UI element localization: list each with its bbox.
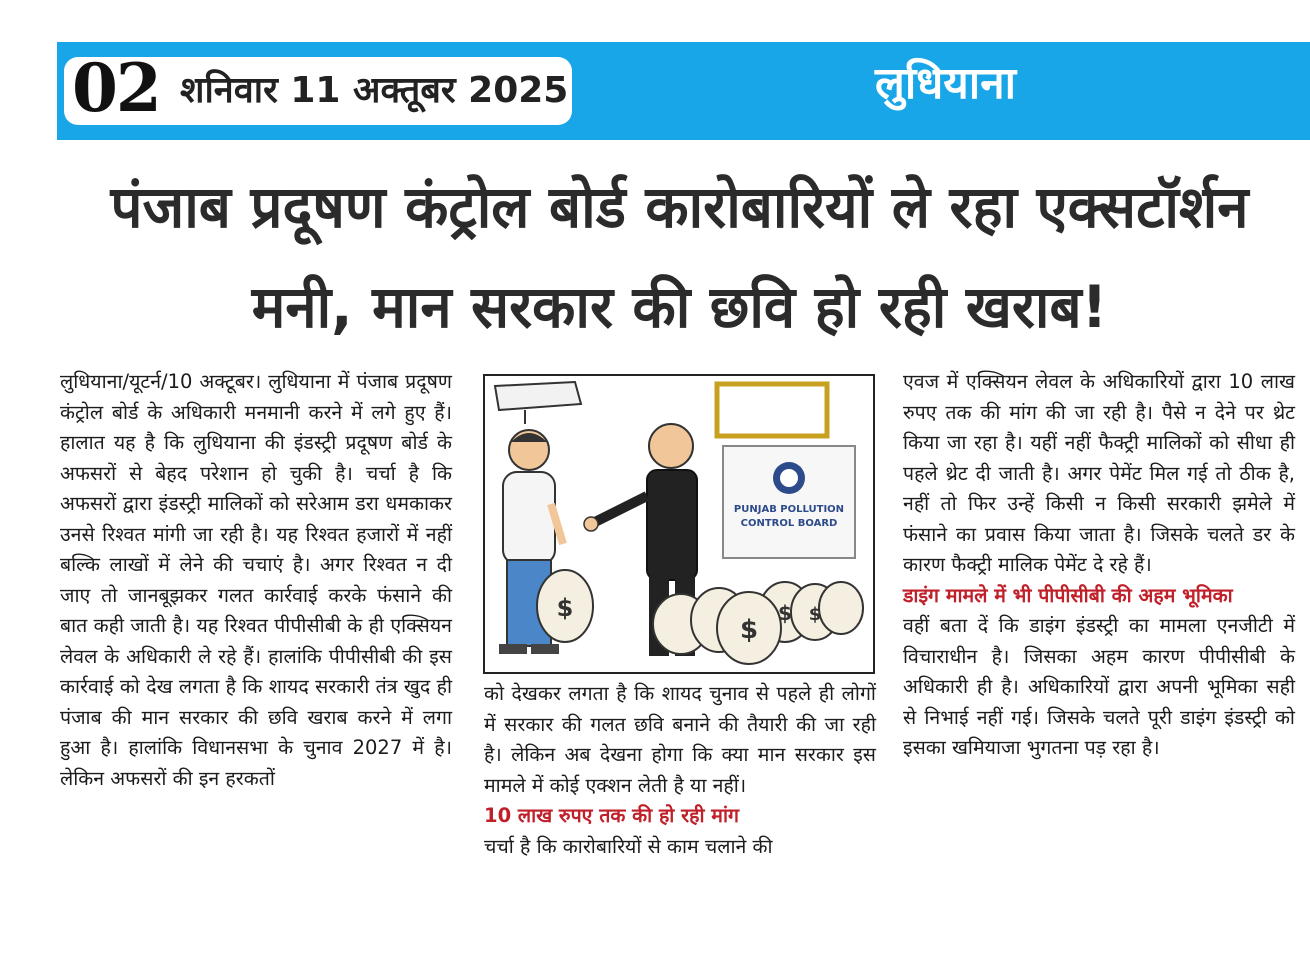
headline-line-1: पंजाब प्रदूषण कंट्रोल बोर्ड कारोबारियों ले रहा एक्सटॉर्शन [110,173,1249,241]
money-bag-pile [653,582,863,664]
svg-text:$: $ [808,604,822,625]
cartoon-illustration [483,374,875,674]
page-number: 02 [72,49,160,127]
svg-text:$: $ [739,615,759,645]
board-text-line-1: PUNJAB POLLUTION [733,504,845,515]
money-bag-held [537,570,593,642]
headline-line-2: मनी, मान सरकार की छवि हो रही खराब! [251,273,1108,341]
issue-date: शनिवार 11 अक्तूबर 2025 [180,70,569,111]
article-column-right [903,367,1295,764]
subhead-10-lakh: 10 लाख रुपए तक की हो रही मांग [484,804,739,827]
article-text-mid: को देखकर लगता है कि शायद चुनाव से पहले ही लोगों में सरकार की गलत छवि बनाने की तैयारी की जा रही है। लेकिन अब देखना होगा कि क्या मान सरकार इस मामले में कोई एक्शन लेती है या नहीं। [484,682,876,797]
section-city: लुधियाना [875,58,1017,109]
article-column-middle [484,679,876,862]
svg-text:$: $ [556,594,574,622]
subhead-dyeing-case: डाइंग मामले में भी पीपीसीबी की अहम भूमिका [903,583,1233,607]
svg-text:$: $ [778,601,792,625]
article-text-mid-2: चर्चा है कि कारोबारियों से काम चलाने की [484,834,773,858]
article-column-left: लुधियाना/यूटर्न/10 अक्टूबर। लुधियाना में पंजाब प्रदूषण कंट्रोल बोर्ड के अधिकारी मनमानी करने में लगे हुए हैं। हालात यह है कि लुधियाना की इंडस्ट्री प्रदूषण बोर्ड के अफसरों से बेहद परेशान हो चुकी है। चर्चा है कि अफसरों द्वारा इंडस्ट्री मालिकों को सरेआम डरा धमकाकर उनसे रिश्वत मांगी जा रही है। यह रिश्वत हजारों में नहीं बल्कि लाखों में लेने की चचाएं है। अगर रिश्वत न दी जाए तो जानबूझकर गलत कार्रवाई करके फंसाने की बात कही जाती है। यह रिश्वत पीपीसीबी के ही एक्सियन लेवल के अधिकारी ले रहे हैं। हालांकि पीपीसीबी की इस कार्रवाई को देख लगता है कि शायद सरकारी तंत्र खुद ही पंजाब की मान सरकार की छवि खराब करने में लगा हुआ है। हालांकि विधानसभा के चुनाव 2027 में है। लेकिन अफसरों की इन हरकतों [60,370,452,790]
board-text-line-2: CONTROL BOARD [740,518,838,529]
wall-frame [717,384,827,436]
article-text-right-2: वहीं बता दें कि डाइंग इंडस्ट्री का मामला एनजीटी में विचाराधीन है। जिसका अहम कारण पीपीसीबी के अधिकारी ही है। अधिकारियों द्वारा अपनी भूमिका सही से निभाई नहीं गई। जिसके चलते पूरी डाइंग इंडस्ट्री को इसका खमियाजा भुगतना पड़ रहा है। [903,614,1295,759]
cartoon-drawing [485,376,873,672]
hanging-sign [495,382,581,410]
article-text-right: एवज में एक्सियन लेवल के अधिकारियों द्वारा 10 लाख रुपए तक की मांग की जा रही है। पैसे न देने पर थ्रेट किया जा रहा है। यहीं नहीं फैक्ट्री मालिकों को सीधा ही पहले थ्रेट दी जाती है। अगर पेमेंट मिल गई तो ठीक है, नहीं तो फिर उन्हें किसी न किसी सरकारी झमेले में फंसाने का प्रवास किया जाता है। जिसके चलते डर के कारण फैक्ट्री मालिक पेमेंट दे रहे हैं। [903,370,1295,576]
